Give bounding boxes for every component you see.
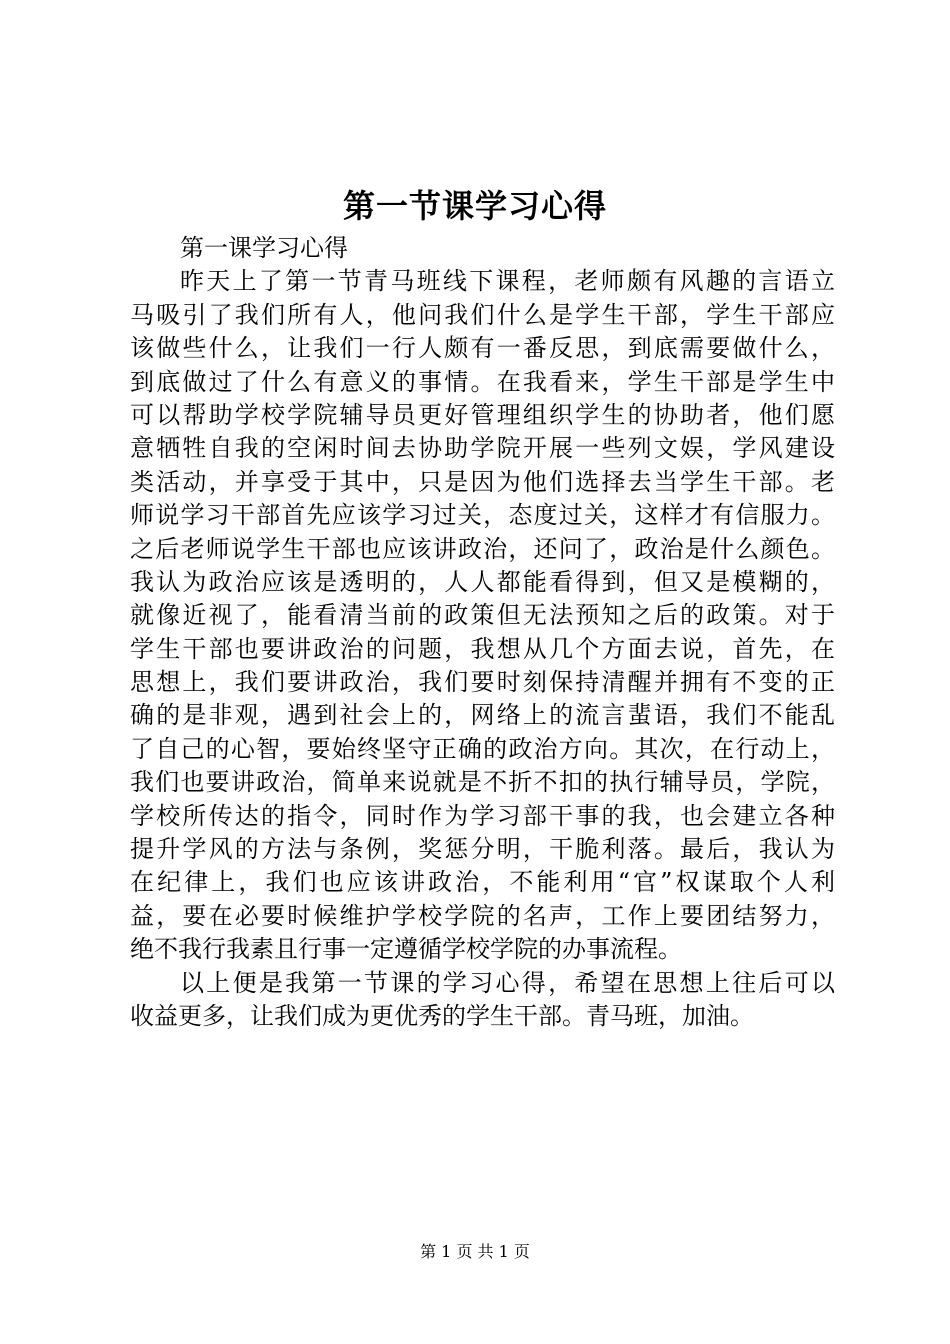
paragraph-line: 思想上，我们要讲政治，我们要时刻保持清醒并拥有不变的正 [130, 668, 835, 697]
paragraph-line: 师说学习干部首先应该学习过关，态度过关，这样才有信服力。 [130, 501, 835, 530]
paragraph-line: 到底做过了什么有意义的事情。在我看来，学生干部是学生中 [130, 367, 835, 396]
paragraph-line: 昨天上了第一节青马班线下课程，老师颇有风趣的言语立 [180, 267, 835, 296]
paragraph-line: 我们也要讲政治，简单来说就是不折不扣的执行辅导员，学院， [130, 768, 835, 797]
paragraph-line: 之后老师说学生干部也应该讲政治，还问了，政治是什么颜色。 [130, 534, 835, 563]
paragraph-line: 在纪律上，我们也应该讲政治，不能利用“官”权谋取个人利 [130, 868, 835, 897]
paragraph-line: 就像近视了，能看清当前的政策但无法预知之后的政策。对于 [130, 601, 835, 630]
paragraph-line: 确的是非观，遇到社会上的，网络上的流言蜚语，我们不能乱 [130, 701, 835, 730]
paragraph-line: 意牺牲自我的空闲时间去协助学院开展一些列文娱，学风建设 [130, 434, 835, 463]
paragraph-line: 提升学风的方法与条例，奖惩分明，干脆利落。最后，我认为 [130, 835, 835, 864]
paragraph-line: 可以帮助学校学院辅导员更好管理组织学生的协助者，他们愿 [130, 400, 835, 429]
paragraph-line: 我认为政治应该是透明的，人人都能看得到，但又是模糊的， [130, 567, 835, 596]
paragraph-line: 益，要在必要时候维护学校学院的名声，工作上要团结努力， [130, 901, 835, 930]
paragraph-line: 该做些什么，让我们一行人颇有一番反思，到底需要做什么， [130, 334, 835, 363]
paragraph-line: 学校所传达的指令，同时作为学习部干事的我，也会建立各种 [130, 801, 835, 830]
paragraph-line: 学生干部也要讲政治的问题，我想从几个方面去说，首先，在 [130, 634, 835, 663]
document-title: 第一节课学习心得 [342, 187, 607, 225]
document-subtitle: 第一课学习心得 [180, 234, 348, 262]
document-body [130, 232, 835, 1033]
page-footer: 第 1 页 共 1 页 [420, 1242, 530, 1261]
paragraph-line: 马吸引了我们所有人，他问我们什么是学生干部，学生干部应 [130, 300, 835, 329]
paragraph-line: 类活动，并享受于其中，只是因为他们选择去当学生干部。老 [130, 467, 835, 496]
paragraph-line: 收益更多，让我们成为更优秀的学生干部。青马班，加油。 [130, 1001, 754, 1030]
paragraph-line: 了自己的心智，要始终坚守正确的政治方向。其次，在行动上， [130, 734, 835, 763]
paragraph-line: 绝不我行我素且行事一定遵循学校学院的办事流程。 [130, 935, 682, 964]
paragraph-line: 以上便是我第一节课的学习心得，希望在思想上往后可以 [180, 968, 835, 997]
